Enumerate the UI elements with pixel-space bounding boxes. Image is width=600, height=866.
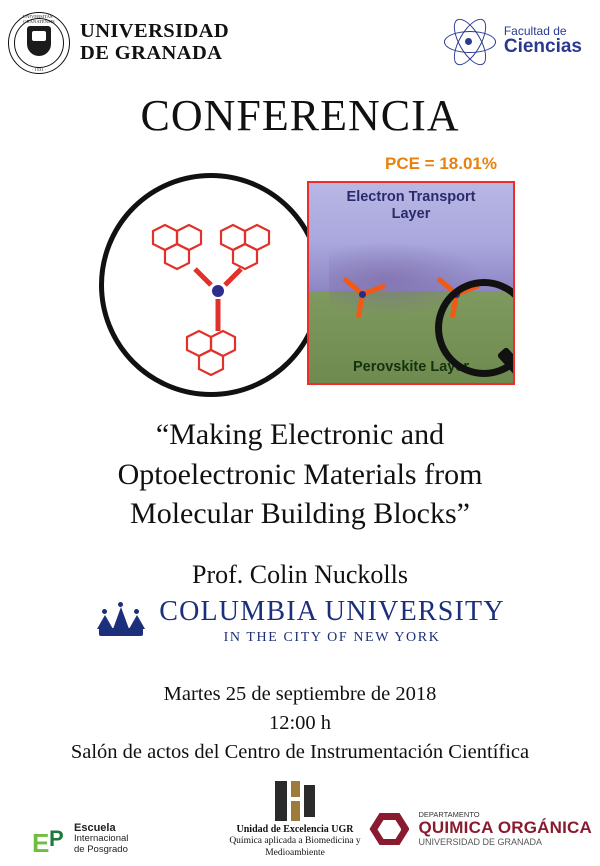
eip-logo-icon [32, 822, 128, 856]
eip-line1: Escuela [74, 821, 116, 834]
faculty-label-line1: Facultad de [503, 23, 567, 38]
ugr-seal-bottom-text: · 1531 · [31, 67, 47, 72]
event-details [0, 680, 600, 767]
molecule-glyph [335, 267, 389, 321]
crown-icon [95, 600, 147, 642]
eip-line3: de Posgrado [74, 844, 128, 856]
event-date: Martes 25 de septiembre de 2018 [163, 683, 437, 705]
department-line1: DEPARTAMENTO [418, 809, 480, 819]
poster-header [0, 8, 600, 80]
ugr-seal-icon [8, 12, 70, 74]
ugr-wordmark-line2: DE GRANADA [80, 42, 223, 64]
department-logo [366, 806, 592, 852]
talk-title-line-2: Optoelectronic Materials from [117, 457, 483, 491]
eip-line2: Internacional [74, 833, 129, 845]
page-title: CONFERENCIA [140, 91, 460, 140]
affiliation-subtitle: IN THE CITY OF NEW YORK [223, 630, 441, 645]
poster-footer [0, 782, 600, 862]
hexagon-benzene-icon [366, 806, 412, 852]
ugr-seal-top-text: UNIVERSITAS · GRANATENSIS [22, 13, 56, 24]
ugr-wordmark-line1: UNIVERSIDAD [80, 20, 230, 43]
eip-mark-p: P [49, 826, 64, 851]
talk-title-line-1: “Making Electronic and [155, 418, 445, 451]
talk-title-line-3: Molecular Building Blocks” [130, 497, 470, 531]
faculty-label-line2: Ciencias [503, 36, 582, 58]
excellence-unit-line1: Unidad de Excelencia UGR [236, 823, 354, 835]
faculty-of-sciences-logo [442, 14, 582, 68]
event-time: 12:00 h [268, 712, 332, 735]
ugr-logo [8, 12, 229, 74]
department-line3: UNIVERSIDAD DE GRANADA [418, 836, 543, 847]
affiliation-logo [0, 596, 600, 646]
graphical-abstract-figure [95, 155, 515, 390]
talk-title [0, 415, 600, 534]
eip-mark-e: E [32, 828, 50, 858]
excellence-unit-logo [200, 781, 390, 860]
perovskite-layer-label: Perovskite Layer [352, 359, 470, 375]
event-place: Salón de actos del Centro de Instrumentación Científica [70, 741, 530, 764]
department-line2: QUIMICA ORGÁNICA [418, 817, 592, 837]
pce-value-label: PCE = 18.01% [385, 154, 497, 173]
excellence-unit-line2: Química aplicada a Biomedicina y Medioambiente [229, 836, 361, 859]
excellence-unit-icon [271, 781, 319, 821]
atom-icon [442, 14, 496, 68]
tripodal-molecule-diagram [95, 169, 335, 409]
affiliation-name: COLUMBIA UNIVERSITY [159, 596, 505, 627]
speaker-name: Prof. Colin Nuckolls [192, 560, 408, 589]
electron-transport-layer-label: Electron Transport Layer [346, 189, 476, 222]
ugr-wordmark [80, 21, 229, 64]
device-stack-illustration [307, 181, 515, 385]
